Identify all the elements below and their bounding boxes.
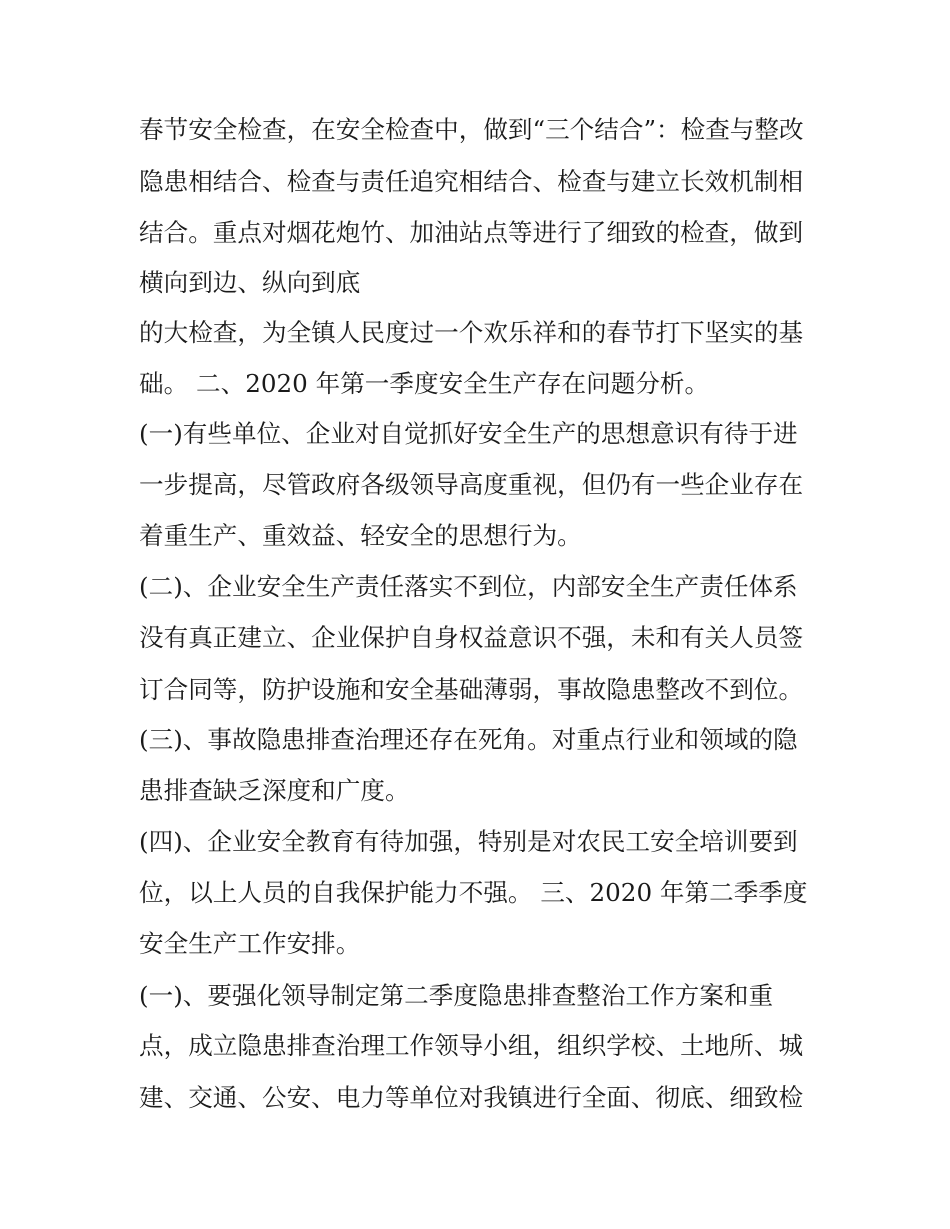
text-line: 安全生产工作安排。 — [139, 929, 361, 958]
text-line: 订合同等，防护设施和安全基础薄弱，事故隐患整改不到位。 — [139, 675, 804, 704]
text-line: 的大检查，为全镇人民度过一个欢乐祥和的春节打下坚实的基 — [139, 318, 804, 347]
text-line: 础。 二、2020 年第一季度安全生产存在问题分析。 — [139, 369, 710, 398]
text-line: (一)、要强化领导制定第二季度隐患排查整治工作方案和重 — [139, 981, 774, 1010]
text-line: 横向到边、纵向到底 — [139, 268, 361, 297]
text-line: 没有真正建立、企业保护自身权益意识不强，未和有关人员签 — [139, 623, 804, 652]
text-line: 结合。重点对烟花炮竹、加油站点等进行了细致的检查，做到 — [139, 218, 804, 247]
text-line: 一步提高，尽管政府各级领导高度重视，但仍有一些企业存在 — [139, 470, 804, 499]
text-line: (四)、企业安全教育有待加强，特别是对农民工安全培训要到 — [139, 827, 798, 856]
text-line: 位，以上人员的自我保护能力不强。 三、2020 年第二季季度 — [139, 878, 808, 907]
text-line: 建、交通、公安、电力等单位对我镇进行全面、彻底、细致检 — [139, 1083, 804, 1112]
text-line: 隐患相结合、检查与责任追究相结合、检查与建立长效机制相 — [139, 167, 804, 196]
text-line: 点，成立隐患排查治理工作领导小组，组织学校、土地所、城 — [139, 1031, 804, 1060]
text-line: (一)有些单位、企业对自觉抓好安全生产的思想意识有待于进 — [139, 419, 798, 448]
text-line: (二)、企业安全生产责任落实不到位，内部安全生产责任体系 — [139, 572, 798, 601]
text-line: 春节安全检查，在安全检查中，做到“三个结合”：检查与整改 — [139, 115, 804, 144]
text-line: 患排查缺乏深度和广度。 — [139, 776, 410, 805]
text-line: 着重生产、重效益、轻安全的思想行为。 — [139, 521, 582, 550]
text-line: (三)、事故隐患排查治理还存在死角。对重点行业和领域的隐 — [139, 725, 798, 754]
